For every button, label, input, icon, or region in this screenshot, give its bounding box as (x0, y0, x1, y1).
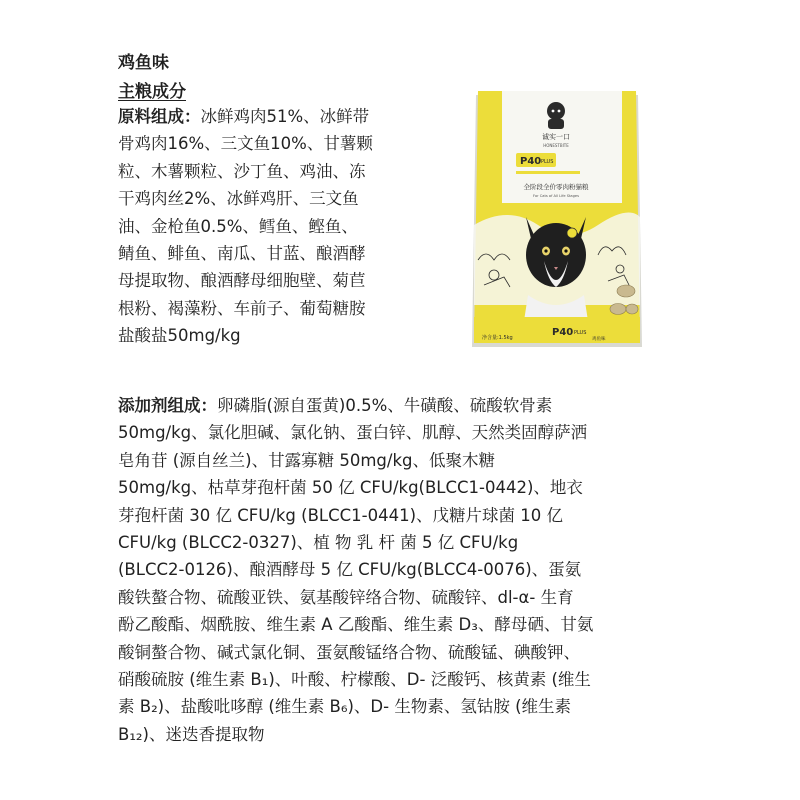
additives-line: 50mg/kg、枯草芽孢杆菌 50 亿 CFU/kg(BLCC1-0442)、地衣 (118, 478, 583, 498)
ingredients-line: 油、金枪鱼0.5%、鳕鱼、鲣鱼、 (118, 216, 358, 236)
ingredients-line: 骨鸡肉16%、三文鱼10%、甘薯颗 (118, 134, 373, 154)
additives-line: 皂角苷 (源自丝兰)、甘露寡糖 50mg/kg、低聚木糖 (118, 450, 495, 470)
bag-product-code: P40 (520, 156, 542, 167)
section-heading: 主粮成分 (118, 82, 186, 102)
additives-label: 添加剂组成： (118, 396, 217, 415)
ingredients-line: 根粉、褐藻粉、车前子、葡萄糖胺 (118, 298, 366, 318)
flavor-title: 鸡鱼味 (118, 53, 169, 73)
ingredients-line: 母提取物、酿酒酵母细胞壁、菊苣 (118, 271, 366, 291)
bag-bottom-flavor: 鸡鱼味 (592, 337, 606, 342)
additives-line: 酚乙酸酯、烟酰胺、维生素 A 乙酸酯、维生素 D₃、酵母硒、甘氨 (118, 615, 594, 635)
additives-line: (BLCC2-0126)、酿酒酵母 5 亿 CFU/kg(BLCC4-0076)、蛋氨 (118, 560, 582, 580)
bag-product-badge: PLUS (541, 159, 554, 165)
additives-line: 添加剂组成：卵磷脂(源自蛋黄)0.5%、牛磺酸、硫酸软骨素 (118, 396, 553, 415)
ingredients-paragraph (118, 103, 458, 350)
additives-line: CFU/kg (BLCC2-0327)、植 物 乳 杆 菌 5 亿 CFU/kg (118, 533, 519, 553)
bag-title-cn: 全阶段全价零肉粉猫粮 (523, 183, 589, 191)
ingredients-label: 原料组成： (118, 107, 201, 126)
bag-brand-en: HONESTBITE (543, 143, 569, 148)
additives-line: 素 B₂)、盐酸吡哆醇 (维生素 B₆)、D- 生物素、氢钴胺 (维生素 (118, 697, 572, 717)
ingredients-line: 鲭鱼、鲱鱼、南瓜、甘蓝、酿酒酵 (118, 244, 366, 264)
ingredients-line: 原料组成：冰鲜鸡肉51%、冰鲜带 (118, 107, 370, 126)
bag-net-weight: 净含量:1.5kg (482, 335, 513, 341)
bag-bottom-code: P40 (552, 327, 574, 338)
additives-paragraph (118, 392, 686, 748)
ingredients-line: 盐酸盐50mg/kg (118, 326, 241, 346)
brand-logo-icon (547, 102, 565, 129)
bag-bottom-badge: PLUS (574, 330, 587, 336)
additives-line: B₁₂)、迷迭香提取物 (118, 724, 265, 744)
additives-line: 酸铜螯合物、碱式氯化铜、蛋氨酸锰络合物、硫酸锰、碘酸钾、 (118, 642, 580, 662)
product-bag-image (468, 85, 646, 353)
additives-line: 芽孢杆菌 30 亿 CFU/kg (BLCC1-0441)、戊糖片球菌 10 亿 (118, 505, 564, 525)
additives-line: 硝酸硫胺 (维生素 B₁)、叶酸、柠檬酸、D- 泛酸钙、核黄素 (维生 (118, 670, 591, 690)
ingredients-line: 干鸡肉丝2%、冰鲜鸡肝、三文鱼 (118, 189, 359, 209)
bag-title-en: For Cats of All Life Stages (533, 194, 579, 198)
additives-line: 50mg/kg、氯化胆碱、氯化钠、蛋白锌、肌醇、天然类固醇萨洒 (118, 423, 588, 443)
ingredients-line: 粒、木薯颗粒、沙丁鱼、鸡油、冻 (118, 161, 366, 181)
additives-line: 酸铁螯合物、硫酸亚铁、氨基酸锌络合物、硫酸锌、dl-α- 生育 (118, 587, 574, 607)
bag-brand-cn: 诚实一口 (542, 133, 570, 141)
